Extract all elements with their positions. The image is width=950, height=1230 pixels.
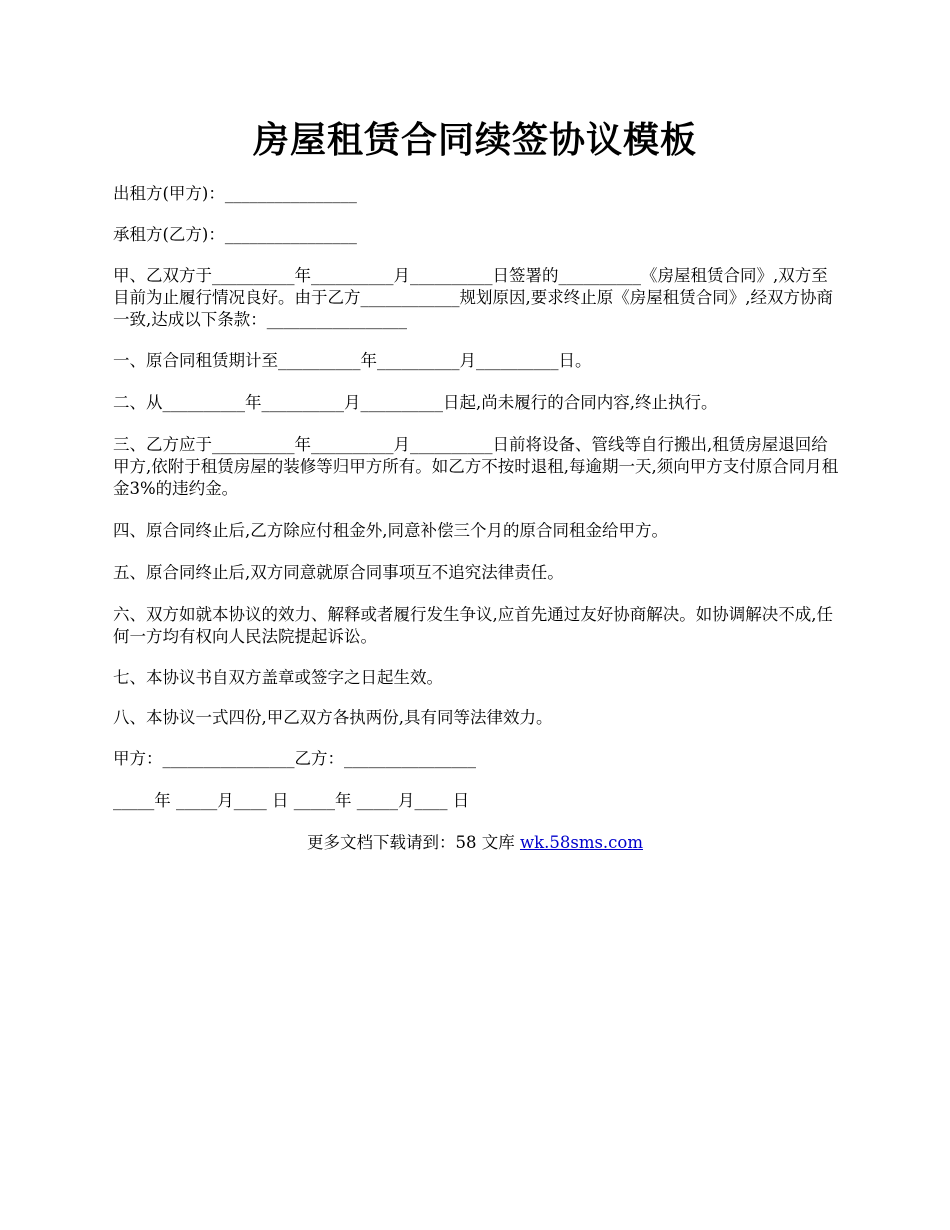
clause-5: 五、原合同终止后,双方同意就原合同事项互不追究法律责任。 — [113, 563, 564, 582]
clause-7: 七、本协议书自双方盖章或签字之日起生效。 — [113, 668, 443, 687]
clause-4: 四、原合同终止后,乙方除应付租金外,同意补偿三个月的原合同租金给甲方。 — [113, 521, 668, 540]
clause-1: 一、原合同租赁期计至__________年__________月__________日。 — [113, 351, 592, 370]
download-footer — [0, 829, 950, 853]
clause-8: 八、本协议一式四份,甲乙双方各执两份,具有同等法律效力。 — [113, 708, 553, 727]
signature-line: 甲方：________________乙方：________________ — [113, 749, 476, 768]
lessee-line: 承租方(乙方)：________________ — [113, 225, 357, 244]
clause-2: 二、从__________年__________月__________日起,尚未履行的合同内容,终止执行。 — [113, 393, 718, 412]
preamble-paragraph: 甲、乙双方于__________年__________月__________日签署的__________《房屋租赁合同》,双方至目前为止履行情况良好。由于乙方____________规划原因,要求终止原《房屋租赁合同》,经双方协商一致,达成以下条款：_________________ — [113, 266, 833, 329]
clause-3: 三、乙方应于__________年__________月__________日前将设备、管线等自行搬出,租赁房屋退回给甲方,依附于租赁房屋的装修等归甲方所有。如乙方不按时退租,每逾期一天,须向甲方支付原合同月租金3%的违约金。 — [113, 435, 839, 498]
date-line: _____年 _____月____ 日 _____年 _____月____ 日 — [113, 791, 470, 810]
lessor-line: 出租方(甲方)：________________ — [113, 184, 357, 203]
footer-text: 更多文档下载请到：58 文库 — [306, 833, 520, 852]
footer-link[interactable]: wk.58sms.com — [519, 833, 643, 852]
clause-6: 六、双方如就本协议的效力、解释或者履行发生争议,应首先通过友好协商解决。如协调解决不成,任何一方均有权向人民法院提起诉讼。 — [113, 605, 833, 646]
document-title: 房屋租赁合同续签协议模板 — [252, 119, 697, 161]
